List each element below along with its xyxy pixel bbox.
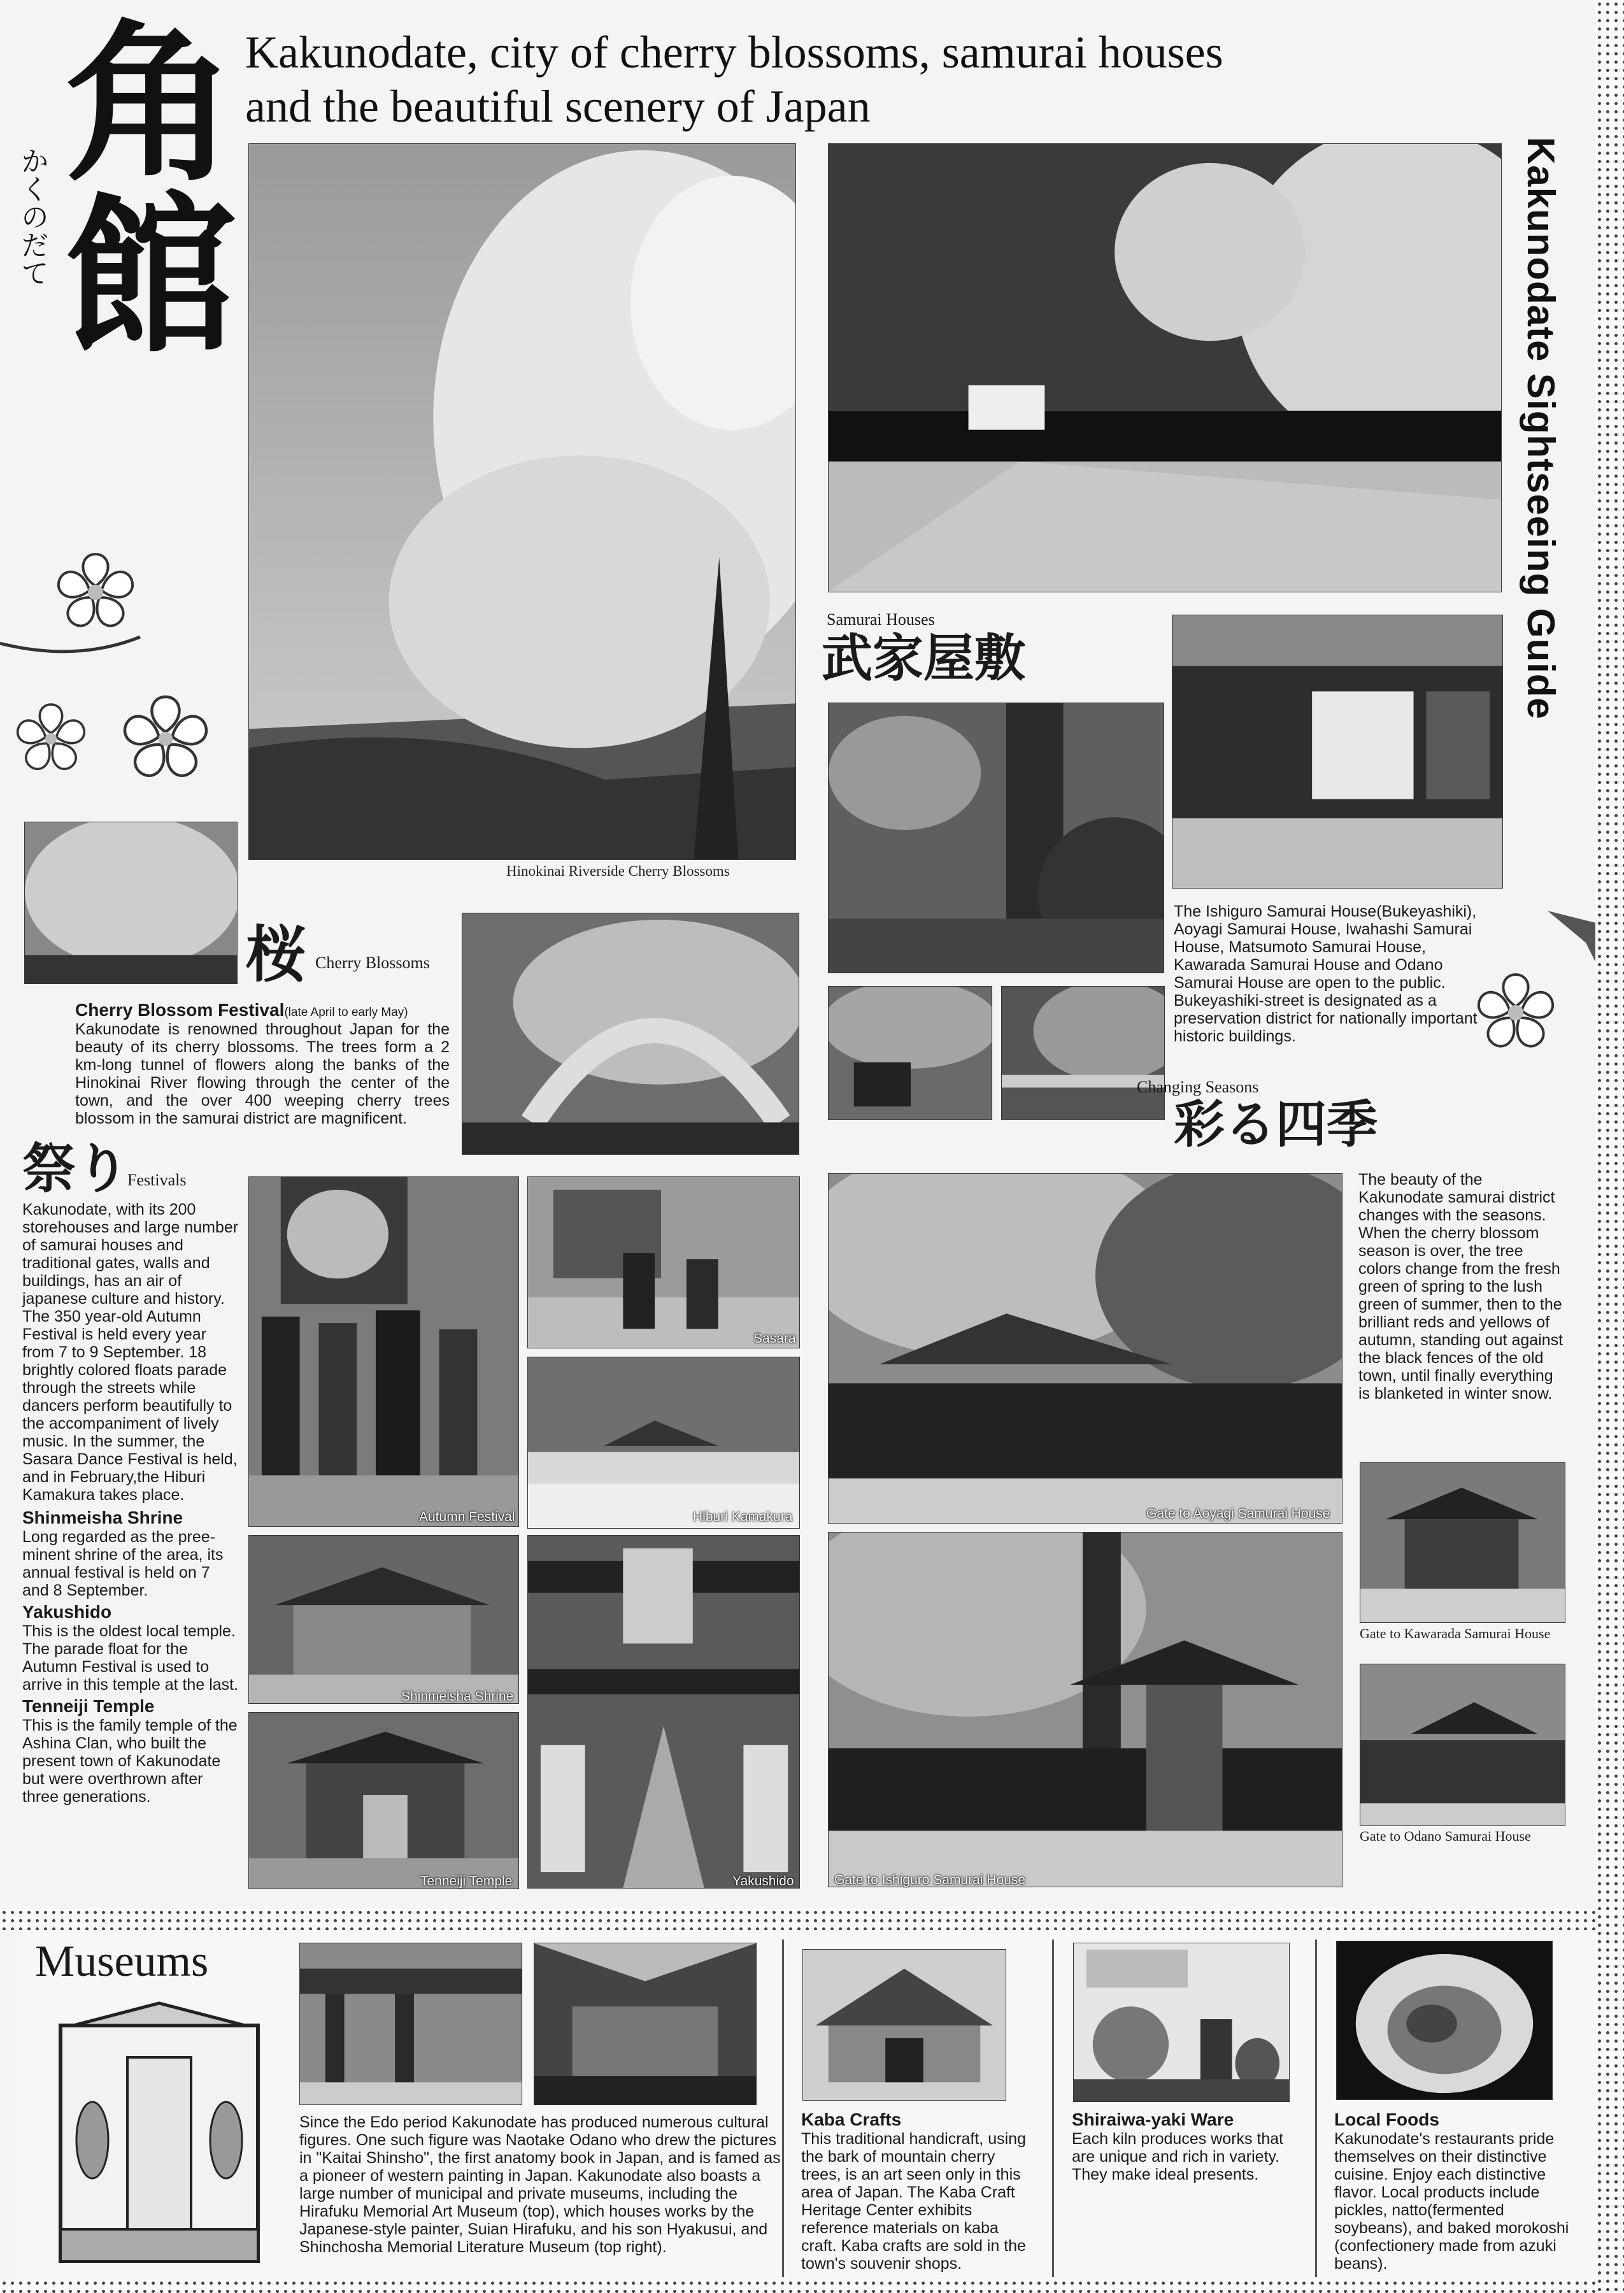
festival-item-title: Shinmeisha Shrine xyxy=(22,1508,183,1527)
samurai-label: Samurai Houses xyxy=(827,610,935,629)
aoyagi-gate-photo xyxy=(828,1173,1343,1524)
sasara-photo xyxy=(527,1176,800,1348)
cherry-festival-title: Cherry Blossom Festival xyxy=(75,1000,285,1020)
festival-item xyxy=(22,1508,239,1599)
weeping-cherry-photo xyxy=(24,822,238,984)
title-line-1: Kakunodate, city of cherry blossoms, samurai houses xyxy=(245,27,1223,78)
shiraiwa-text: Each kiln produces works that are unique and rich in variety. They make ideal presents. xyxy=(1072,2130,1284,2183)
shinmeisha-photo xyxy=(248,1535,519,1704)
garden-gate-photo xyxy=(828,986,992,1120)
bridge-photo xyxy=(1001,986,1165,1120)
festival-item-title: Yakushido xyxy=(22,1602,112,1622)
festival-item xyxy=(22,1696,239,1806)
hiburi-kamakura-photo xyxy=(527,1357,800,1529)
flower-icon xyxy=(55,554,136,631)
samurai-kanji: 武家屋敷 xyxy=(822,631,1025,687)
seasons-text: The beauty of the Kakunodate samurai district changes with the seasons. When the cherry blossom season is over, the tree colors change from the fresh green of spring to the lush green of summer, then to the brilliant reds and yellows of autumn, standing out against the black fences of the old town, until finally everything is blanketed in winter snow. xyxy=(1358,1171,1563,1403)
odano-gate-photo xyxy=(1360,1664,1565,1826)
shinmeisha-caption: Shinmeisha Shrine xyxy=(401,1689,514,1704)
shinchosha-museum-photo xyxy=(534,1943,757,2105)
kawarada-caption xyxy=(1360,1625,1563,1642)
hiburi-caption: Hiburi Kamakura xyxy=(693,1510,793,1524)
cherry-blossom-decoration-right xyxy=(1420,904,1624,1115)
yakushido-caption: Yakushido xyxy=(732,1874,794,1889)
festivals-label: Festivals xyxy=(127,1171,187,1189)
kawarada-caption-text: Gate to Kawarada Samurai House xyxy=(1360,1625,1551,1641)
hirafuku-museum-photo xyxy=(299,1943,522,2105)
aoyagi-caption: Gate to Aoyagi Samurai House xyxy=(1146,1506,1330,1521)
cherry-festival-dates: (late April to early May) xyxy=(284,1006,408,1019)
divider xyxy=(1315,1939,1317,2277)
logo-kana: かくのだて xyxy=(17,146,48,287)
cherry-label: Cherry Blossoms xyxy=(315,954,430,972)
divider xyxy=(1052,1939,1054,2277)
dotted-band-top xyxy=(0,1908,1624,1930)
ishiguro-gate-photo xyxy=(828,1532,1343,1887)
shiraiwa-block xyxy=(1072,2110,1307,2183)
seasons-label: Changing Seasons xyxy=(1137,1078,1259,1096)
museums-title: Museums xyxy=(35,1937,209,1986)
local-foods-photo xyxy=(1336,1941,1553,2100)
tenneiji-caption: Tenneiji Temple xyxy=(420,1874,513,1889)
flower-icon xyxy=(1476,975,1556,1051)
seasons-kanji: 彩る四季 xyxy=(1174,1097,1378,1154)
sasara-caption: Sasara xyxy=(753,1331,796,1346)
divider xyxy=(782,1939,784,2277)
festival-item-text: This is the oldest local temple. The parade float for the Autumn Festival is used to arrive in this temple at the last. xyxy=(22,1622,239,1694)
kawarada-gate-photo xyxy=(1360,1462,1565,1623)
kaba-block xyxy=(801,2110,1037,2273)
cherry-kanji: 桜 xyxy=(245,921,306,989)
cherry-festival-block xyxy=(75,1000,450,1127)
festivals-kanji: 祭り xyxy=(22,1140,130,1199)
tenneiji-photo xyxy=(248,1712,519,1889)
autumn-festival-caption: Autumn Festival xyxy=(419,1510,515,1524)
autumn-festival-photo xyxy=(248,1176,519,1527)
dotted-band-right xyxy=(1595,0,1624,2293)
festivals-text: Kakunodate, with its 200 storehouses and large number of samurai houses and traditional gates, walls and buildings, has an air of japanese culture and history. The 350 year-old Autumn Festival is held every year from 7 to 9 September. 18 brightly colored floats parade through the streets while dancers perform beautifully to the accompaniment of lively music. In the summer, the Sasara Dance Festival is held, and in February,the Hiburi Kamakura takes place. xyxy=(22,1201,239,1504)
samurai-interior-photo xyxy=(1172,615,1503,889)
weeping-cherry-samurai-photo xyxy=(462,913,799,1155)
dotted-band-bottom xyxy=(0,2279,1624,2293)
hinokinai-photo xyxy=(248,143,796,860)
side-title: Kakunodate Sightseeing Guide xyxy=(1520,137,1562,720)
yakushido-photo xyxy=(527,1535,800,1889)
samurai-text: The Ishiguro Samurai House(Bukeyashiki), Aoyagi Samurai House, Iwahashi Samurai House, Matsumoto Samurai House, Kawarada Samurai House and Odano Samurai House are open to the public. Bukeyashiki-street is designated as a preservation district for nationally important historic buildings. xyxy=(1174,903,1478,1045)
cherry-blossom-decoration-left xyxy=(0,497,267,828)
festival-item-text: This is the family temple of the Ashina Clan, who built the present town of Kakunodate but were overthrown after three generations. xyxy=(22,1717,238,1806)
kaba-text: This traditional handicraft, using the bark of mountain cherry trees, is an art seen only in this area of Japan. The Kaba Craft Heritage Center exhibits reference materials on kaba craft. Kaba crafts are sold in the town's souvenir shops. xyxy=(801,2130,1026,2273)
ishiguro-caption: Gate to Ishiguro Samurai House xyxy=(834,1873,1025,1887)
samurai-path-photo xyxy=(828,703,1164,973)
museum-ornament-icon xyxy=(54,2000,264,2268)
odano-caption: Gate to Odano Samurai House xyxy=(1360,1828,1531,1844)
shiraiwa-title: Shiraiwa-yaki Ware xyxy=(1072,2110,1234,2129)
main-title xyxy=(245,25,1223,134)
logo-kanji: 角館 xyxy=(39,13,229,357)
festival-item-title: Tenneiji Temple xyxy=(22,1696,155,1716)
samurai-street-photo xyxy=(828,143,1502,592)
museums-text: Since the Edo period Kakunodate has produced numerous cultural figures. One such figure was Naotake Odano who drew the pictures in "Kaitai Shinsho", the first anatomy book in Japan, and is famed as a pioneer of western painting in Japan. Kakunodate also boasts a large number of municipal and private museums, including the Hirafuku Memorial Art Museum (top), which houses works by the Japanese-style painter, Suian Hirafuku, and his son Hyakusui, and Shinchosha Memorial Literature Museum (top right). xyxy=(299,2113,781,2256)
hinokinai-caption: Hinokinai Riverside Cherry Blossoms xyxy=(506,863,730,879)
foods-text: Kakunodate's restaurants pride themselves on their distinctive cuisine. Enjoy each distinctive flavor. Local products include pickles, natto(fermented soybeans), and baked morokoshi (confectionery made from azuki beans). xyxy=(1334,2130,1569,2273)
festivals-text-column xyxy=(22,1201,239,1806)
shiraiwa-ware-photo xyxy=(1073,1943,1290,2102)
title-line-2: and the beautiful scenery of Japan xyxy=(245,81,871,132)
kaba-craft-center-photo xyxy=(802,1949,1006,2101)
cherry-festival-text: Kakunodate is renowned throughout Japan for the beauty of its cherry blossoms. The trees form a 2 km-long tunnel of flowers along the banks of the Hinokinai River flowing through the center of the town, and the over 400 weeping cherry trees blossom in the samurai district are magnificent. xyxy=(75,1020,450,1127)
foods-block xyxy=(1334,2110,1583,2273)
festival-item xyxy=(22,1602,239,1694)
festival-item-text: Long regarded as the pree-minent shrine of the area, its annual festival is held on 7 and 8 September. xyxy=(22,1528,224,1599)
kaba-title: Kaba Crafts xyxy=(801,2110,902,2129)
foods-title: Local Foods xyxy=(1334,2110,1439,2129)
